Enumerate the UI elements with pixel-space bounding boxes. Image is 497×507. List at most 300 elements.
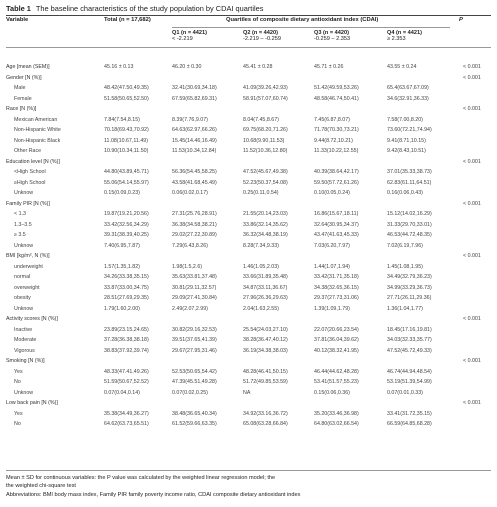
- cell-p: [459, 220, 491, 231]
- cell-label: No: [14, 421, 21, 428]
- cell-q1: 2.49(2.07,2.99): [172, 305, 208, 312]
- header-bottom-rule: [6, 47, 491, 48]
- cell-q2: 58.91(57.07,60.74): [243, 95, 288, 102]
- cell-q1: 36.38(34.58,38.21): [172, 221, 217, 228]
- cell-p: [459, 335, 491, 346]
- cell-total: [104, 356, 172, 367]
- cell-q3: [314, 157, 387, 168]
- header-p: P: [459, 17, 463, 23]
- cell-q1: [172, 398, 243, 409]
- cell-q2: 2.04(1.63,2.55): [243, 305, 279, 312]
- cell-q1: 52.53(50.65,54.42): [172, 368, 217, 375]
- table-group-row: [6, 398, 491, 409]
- cell-q2: [243, 199, 314, 210]
- cell-q3: 46.44(44.62,48.28): [314, 368, 359, 375]
- table-row: [6, 272, 491, 283]
- table-group-row: [6, 356, 491, 367]
- cell-q4: 7.02(6.19,7.96): [387, 242, 423, 249]
- cell-p: [459, 293, 491, 304]
- cell-p: [459, 409, 491, 420]
- cell-label: Non-Hispanic White: [14, 127, 61, 134]
- cell-total: 7.40(6.95,7.87): [104, 242, 140, 249]
- cell-q3: [314, 199, 387, 210]
- cell-p: < 0.001: [463, 358, 481, 365]
- cell-total: [104, 398, 172, 409]
- cell-p: [459, 388, 491, 399]
- cell-q4: 37.01(35.33,38.73): [387, 169, 432, 176]
- header-spanner: Quartiles of composite dietary antioxidant index (CDAI): [226, 17, 379, 23]
- cell-q3: [314, 314, 387, 325]
- cell-total: 1.79(1.60,2.00): [104, 305, 140, 312]
- cell-q4: 62.83(61.11,64.51): [387, 179, 432, 186]
- cell-total: 0.07(0.04,0.14): [104, 389, 140, 396]
- cell-q4: [387, 398, 459, 409]
- table-row: [6, 125, 491, 136]
- cell-q3: 16.86(15.67,18.11): [314, 211, 359, 218]
- cell-p: < 0.001: [463, 74, 481, 81]
- spanner-rule: [172, 27, 450, 28]
- cell-q2: [243, 314, 314, 325]
- cell-q3: 37.81(36.04,39.62): [314, 337, 359, 344]
- cell-q1: 15.45(14.46,16.49): [172, 137, 217, 144]
- table-group-row: [6, 104, 491, 115]
- cell-q4: 9.41(8.71,10.15): [387, 137, 426, 144]
- cell-label: Unknow: [14, 305, 34, 312]
- cell-q1: 8.39(7.76,9.07): [172, 116, 208, 123]
- table-row: [6, 377, 491, 388]
- table-row: [6, 304, 491, 315]
- cell-p: < 0.001: [463, 106, 481, 113]
- table-number: Table 1: [6, 4, 31, 13]
- cell-q2: [243, 73, 314, 84]
- cell-q4: 34.6(32.91,36.33): [387, 95, 429, 102]
- table-row: [6, 262, 491, 273]
- cell-label: Female: [14, 95, 32, 102]
- cell-q2: 34.87(33.11,36.67): [243, 284, 288, 291]
- data-table: [6, 62, 491, 430]
- table-row: [6, 83, 491, 94]
- cell-q4: 53.19(51.39,54.99): [387, 379, 432, 386]
- bottom-rule: [6, 470, 491, 471]
- cell-q3: 53.41(51.57,55.23): [314, 379, 359, 386]
- cell-p: < 0.001: [463, 158, 481, 165]
- cell-q3: 29.37(27.73,31.06): [314, 295, 359, 302]
- cell-label: Race [N (%)]: [6, 106, 37, 113]
- cell-q2: 11.52(10.36,12.80): [243, 148, 288, 155]
- footnotes: [6, 474, 491, 499]
- cell-label: ≥ 3.5: [14, 232, 26, 239]
- cell-q1: [172, 199, 243, 210]
- cell-total: 11.08(10.67,11.49): [104, 137, 148, 144]
- table-row: [6, 167, 491, 178]
- cell-q1: 64.63(62.97,66.26): [172, 127, 217, 134]
- cell-q3: 48.58(46.74,50.41): [314, 95, 359, 102]
- cell-q1: 30.82(29.16,32.53): [172, 326, 217, 333]
- cell-q2: 10.68(9.90,11.53): [243, 137, 285, 144]
- cell-q1: 1.98(1.5,2.6): [172, 263, 203, 270]
- cell-q2: 33.86(32.14,35.62): [243, 221, 288, 228]
- cell-q3: 1.39(1.09,1.79): [314, 305, 350, 312]
- cell-label: 1.3–3.5: [14, 221, 32, 228]
- cell-q3: 40.12(38.32,41.95): [314, 347, 359, 354]
- cell-label: Gender [N (%)]: [6, 74, 42, 81]
- cell-q3: 40.39(38.64,42.17): [314, 169, 359, 176]
- cell-q3: [314, 104, 387, 115]
- cell-q4: [387, 314, 459, 325]
- table-row: [6, 283, 491, 294]
- cell-q4: [387, 356, 459, 367]
- table-row: [6, 388, 491, 399]
- cell-q4: [387, 104, 459, 115]
- table-row: [6, 419, 491, 430]
- quartile-header-q4: Q4 (n = 4421) ≥ 2.353: [387, 30, 422, 42]
- cell-q1: 35.63(33.81,37.48): [172, 274, 217, 281]
- cell-q2: 33.66(31.89,35.48): [243, 274, 288, 281]
- cell-total: 64.62(63.73,65.51): [104, 421, 149, 428]
- table-caption: The baseline characteristics of the study population by CDAI quartiles: [35, 4, 264, 13]
- cell-q4: [387, 199, 459, 210]
- cell-total: 39.31(38.39,40.25): [104, 232, 149, 239]
- cell-total: [104, 251, 172, 262]
- cell-q1: 0.07(0.02,0.25): [172, 389, 208, 396]
- cell-q3: 32.64(30.95,34.37): [314, 221, 359, 228]
- cell-q2: [243, 356, 314, 367]
- cell-q1: 32.41(30.69,34.18): [172, 85, 217, 92]
- cell-q4: 65.4(63.67,67.09): [387, 85, 429, 92]
- cell-q4: 15.12(14.02,16.29): [387, 211, 432, 218]
- cell-label: Yes: [14, 410, 23, 417]
- table-row: [6, 136, 491, 147]
- cell-q2: 51.72(49.85,53.59): [243, 379, 288, 386]
- cell-q2: 69.75(68.20,71.26): [243, 127, 288, 134]
- cell-q3: 33.42(31.71,35.18): [314, 274, 359, 281]
- cell-q4: 31.33(29.70,33.01): [387, 221, 432, 228]
- cell-q4: 7.58(7.00,8.20): [387, 116, 423, 123]
- cell-q3: 7.03(6.20,7.97): [314, 242, 350, 249]
- cell-total: 55.06(54.14,55.97): [104, 179, 149, 186]
- cell-q3: [314, 356, 387, 367]
- cell-p: [459, 419, 491, 430]
- top-rule: [6, 15, 491, 16]
- cell-p: [459, 230, 491, 241]
- cell-label: <High School: [14, 169, 46, 176]
- table-row: [6, 62, 491, 73]
- cell-p: [459, 241, 491, 252]
- cell-q1: 30.81(29.11,32.57): [172, 284, 217, 291]
- table-group-row: [6, 73, 491, 84]
- cell-q3: 22.07(20.66,23.54): [314, 326, 359, 333]
- cell-q3: 34.38(32.65,36.15): [314, 284, 359, 291]
- cell-q4: 46.74(44.94,48.54): [387, 368, 432, 375]
- cell-p: [459, 188, 491, 199]
- cell-q2: [243, 398, 314, 409]
- cell-total: [104, 73, 172, 84]
- cell-total: 44.80(43.89,45.71): [104, 169, 149, 176]
- table-row: [6, 94, 491, 105]
- cell-q3: [314, 398, 387, 409]
- cell-label: underweight: [14, 263, 43, 270]
- cell-total: 51.58(50.65,52.50): [104, 95, 149, 102]
- table-body: [6, 62, 491, 430]
- cell-q2: 21.55(20.14,23.03): [243, 211, 288, 218]
- cell-p: [459, 346, 491, 357]
- cell-q2: 36.19(34.38,38.03): [243, 347, 288, 354]
- cell-total: 0.15(0.09,0.23): [104, 190, 140, 197]
- cell-p: < 0.001: [463, 253, 481, 260]
- table-row: [6, 367, 491, 378]
- cell-p: [459, 325, 491, 336]
- cell-q2: 27.96(26.36,29.63): [243, 295, 288, 302]
- cell-p: < 0.001: [463, 64, 481, 71]
- cell-q2: 45.41 ± 0.28: [243, 64, 273, 71]
- cell-label: Unknow: [14, 242, 34, 249]
- cell-q3: 51.42(49.59,53.26): [314, 85, 359, 92]
- cell-total: 10.90(10.34,11.50): [104, 148, 149, 155]
- cell-total: [104, 157, 172, 168]
- cell-p: [459, 83, 491, 94]
- cell-p: [459, 283, 491, 294]
- quartile-header-q1: Q1 (n = 4421) < -2.219: [172, 30, 207, 42]
- cell-q4: 34.99(33.29,36.73): [387, 284, 432, 291]
- table-group-row: [6, 314, 491, 325]
- cell-q1: 47.39(45.51,49.28): [172, 379, 217, 386]
- cell-q1: 0.06(0.02,0.17): [172, 190, 208, 197]
- cell-q4: 66.59(64.85,68.28): [387, 421, 432, 428]
- table-row: [6, 325, 491, 336]
- cell-total: [104, 104, 172, 115]
- cell-p: [459, 136, 491, 147]
- cell-label: < 1.3: [14, 211, 26, 218]
- cell-q1: 39.51(37.65,41.39): [172, 337, 217, 344]
- cell-total: 23.89(23.15,24.65): [104, 326, 149, 333]
- header-total: Total (n = 17,682): [104, 17, 151, 23]
- cell-total: 35.38(34.49,36.27): [104, 410, 149, 417]
- cell-p: [459, 304, 491, 315]
- cell-p: [459, 377, 491, 388]
- cell-p: [459, 272, 491, 283]
- cell-total: 38.83(37.92,39.74): [104, 347, 149, 354]
- cell-q1: 56.36(54.45,58.25): [172, 169, 217, 176]
- cell-p: [459, 209, 491, 220]
- cell-q4: 34.03(32.33,35.77): [387, 337, 432, 344]
- cell-q1: 38.48(36.65,40.34): [172, 410, 217, 417]
- cell-q4: 33.41(31.72,35.15): [387, 410, 432, 417]
- footnote-line: Mean ± SD for continuous variables: the P value was calculated by the weighted linear regression model; the: [6, 475, 276, 481]
- cell-q1: 29.09(27.41,30.84): [172, 295, 217, 302]
- cell-q2: 34.92(33.16,36.72): [243, 410, 288, 417]
- cell-q2: 47.52(45.67,49.38): [243, 169, 288, 176]
- cell-q3: 35.20(33.46,36.98): [314, 410, 359, 417]
- cell-label: No: [14, 379, 21, 386]
- cell-p: < 0.001: [463, 200, 481, 207]
- cell-q2: 36.32(34.48,38.19): [243, 232, 288, 239]
- cell-label: Education level [N (%)]: [6, 158, 60, 165]
- cell-total: 7.84(7.54,8.15): [104, 116, 140, 123]
- cell-p: [459, 115, 491, 126]
- cell-q4: 34.49(32.79,36.23): [387, 274, 432, 281]
- cell-q1: 46.20 ± 0.30: [172, 64, 202, 71]
- cell-label: ≥High School: [14, 179, 46, 186]
- cell-total: 45.16 ± 0.13: [104, 64, 134, 71]
- cell-q1: 7.29(6.43,8.26): [172, 242, 208, 249]
- cell-label: overweight: [14, 284, 40, 291]
- cell-q3: 0.10(0.05,0.24): [314, 190, 350, 197]
- table-group-row: [6, 157, 491, 168]
- cell-q2: 25.54(24.03,27.10): [243, 326, 288, 333]
- cell-q2: 65.08(63.28,66.84): [243, 421, 288, 428]
- cell-q1: 67.59(65.82,69.31): [172, 95, 217, 102]
- quartile-header-q2: Q2 (n = 4420) -2.219 – -0.259: [243, 30, 281, 42]
- cell-q2: 52.23(50.37,54.08): [243, 179, 288, 186]
- cell-total: 1.57(1.35,1.82): [104, 263, 140, 270]
- table-row: [6, 178, 491, 189]
- cell-q3: 45.71 ± 0.26: [314, 64, 344, 71]
- cell-q1: [172, 104, 243, 115]
- cell-q2: 0.25(0.11,0.54): [243, 190, 279, 197]
- cell-q3: 1.44(1.07,1.94): [314, 263, 350, 270]
- cell-q2: 8.28(7.34,9.33): [243, 242, 279, 249]
- cell-p: [459, 94, 491, 105]
- cell-label: Smoking [N (%)]: [6, 358, 45, 365]
- cell-q4: 46.53(44.72,48.35): [387, 232, 432, 239]
- cell-q3: 43.47(41.63,45.33): [314, 232, 359, 239]
- cell-q4: 9.42(8.43,10.51): [387, 148, 426, 155]
- cell-label: Unknow: [14, 190, 34, 197]
- cell-q1: 27.31(25.76,28.91): [172, 211, 217, 218]
- cell-q4: 1.45(1.08,1.95): [387, 263, 423, 270]
- cell-label: Moderate: [14, 337, 37, 344]
- cell-label: Activity scores [N (%)]: [6, 316, 58, 323]
- cell-q4: 47.52(45.72,49.33): [387, 347, 432, 354]
- cell-q1: 29.67(27.95,31.46): [172, 347, 217, 354]
- cell-label: Yes: [14, 368, 23, 375]
- header-variable: Variable: [6, 17, 29, 23]
- table-row: [6, 241, 491, 252]
- cell-q4: 73.60(72.21,74.94): [387, 127, 432, 134]
- cell-label: obesity: [14, 295, 31, 302]
- cell-q1: 11.53(10.34,12.84): [172, 148, 217, 155]
- cell-label: Male: [14, 85, 26, 92]
- cell-q3: 0.15(0.06,0.36): [314, 389, 350, 396]
- cell-p: [459, 125, 491, 136]
- cell-q4: 1.36(1.04,1.77): [387, 305, 423, 312]
- cell-q4: 27.71(26.11,29.36): [387, 295, 432, 302]
- cell-total: [104, 314, 172, 325]
- cell-label: Family PIR [N (%)]: [6, 200, 50, 207]
- cell-total: 70.18(69.43,70.92): [104, 127, 149, 134]
- footnote-line: Abbreviations: BMI body mass index, Family PIR family poverty income ratio, CDAI composite dietary antioxidant index: [6, 491, 301, 498]
- cell-p: < 0.001: [463, 316, 481, 323]
- cell-p: [459, 146, 491, 157]
- cell-total: 34.26(33.38,35.15): [104, 274, 149, 281]
- cell-q3: [314, 251, 387, 262]
- cell-q4: 0.07(0.01,0.33): [387, 389, 423, 396]
- table-row: [6, 409, 491, 420]
- cell-label: Low back pain [N (%)]: [6, 400, 58, 407]
- table-row: [6, 230, 491, 241]
- cell-q1: 43.58(41.68,45.49): [172, 179, 217, 186]
- cell-q3: 9.44(8.72,10.21): [314, 137, 353, 144]
- cell-p: [459, 262, 491, 273]
- cell-label: Age [mean (SEM)]: [6, 64, 50, 71]
- table-row: [6, 335, 491, 346]
- cell-q3: 64.80(63.02,66.54): [314, 421, 359, 428]
- cell-total: 28.51(27.69,29.35): [104, 295, 149, 302]
- cell-q2: [243, 104, 314, 115]
- cell-q2: 1.46(1.05,2.03): [243, 263, 279, 270]
- cell-q1: [172, 73, 243, 84]
- cell-q1: [172, 356, 243, 367]
- cell-q4: [387, 73, 459, 84]
- cell-q2: [243, 251, 314, 262]
- table-row: [6, 346, 491, 357]
- table-row: [6, 209, 491, 220]
- cell-q2: 8.04(7.45,8.67): [243, 116, 279, 123]
- cell-q2: 41.09(39.26,42.93): [243, 85, 288, 92]
- cell-total: 48.33(47.41,49.26): [104, 368, 149, 375]
- cell-label: BMI [kg/m², N (%)]: [6, 253, 50, 260]
- cell-q2: 38.28(36.47,40.12): [243, 337, 288, 344]
- cell-label: Non-Hispanic Black: [14, 137, 61, 144]
- cell-q3: 7.45(6.87,8.07): [314, 116, 350, 123]
- quartile-header-q3: Q3 (n = 4420) -0.259 – 2.353: [314, 30, 351, 42]
- cell-p: [459, 178, 491, 189]
- cell-q4: 43.55 ± 0.24: [387, 64, 417, 71]
- table-row: [6, 293, 491, 304]
- table-group-row: [6, 251, 491, 262]
- cell-q2: [243, 157, 314, 168]
- cell-q3: [314, 73, 387, 84]
- cell-p: [459, 167, 491, 178]
- cell-label: Mexican American: [14, 116, 58, 123]
- table-row: [6, 188, 491, 199]
- cell-p: [459, 367, 491, 378]
- cell-q3: 71.78(70.30,73.21): [314, 127, 359, 134]
- footnote-line: the weighted chi-square test: [6, 483, 76, 490]
- cell-q1: 29.02(27.22,30.89): [172, 232, 217, 239]
- cell-q4: 0.16(0.06,0.43): [387, 190, 423, 197]
- cell-total: 33.87(33.00,34.75): [104, 284, 149, 291]
- cell-label: Unknow: [14, 389, 34, 396]
- cell-q1: [172, 251, 243, 262]
- table-title: [6, 4, 263, 13]
- cell-q3: 11.33(10.22,12.55): [314, 148, 359, 155]
- cell-label: normal: [14, 274, 31, 281]
- table-group-row: [6, 199, 491, 210]
- cell-p: < 0.001: [463, 400, 481, 407]
- cell-total: 37.28(36.38,38.18): [104, 337, 149, 344]
- cell-label: Vigorous: [14, 347, 35, 354]
- cell-total: 19.87(19.21,20.56): [104, 211, 149, 218]
- cell-total: 33.42(32.56,34.29): [104, 221, 149, 228]
- cell-total: 51.59(50.67,52.52): [104, 379, 149, 386]
- cell-label: Other Race: [14, 148, 42, 155]
- cell-q4: 18.45(17.16,19.81): [387, 326, 432, 333]
- cell-total: [104, 199, 172, 210]
- table-row: [6, 146, 491, 157]
- cell-q1: [172, 157, 243, 168]
- cell-q2: 48.28(46.41,50.15): [243, 368, 288, 375]
- cell-total: 48.42(47.50,49.35): [104, 85, 149, 92]
- table-row: [6, 115, 491, 126]
- cell-q2: NA: [243, 389, 251, 396]
- cell-q1: 61.52(59.66,63.35): [172, 421, 217, 428]
- cell-q3: 59.50(57.72,61.26): [314, 179, 359, 186]
- table-row: [6, 220, 491, 231]
- cell-q4: [387, 251, 459, 262]
- cell-q4: [387, 157, 459, 168]
- cell-label: Inactive: [14, 326, 33, 333]
